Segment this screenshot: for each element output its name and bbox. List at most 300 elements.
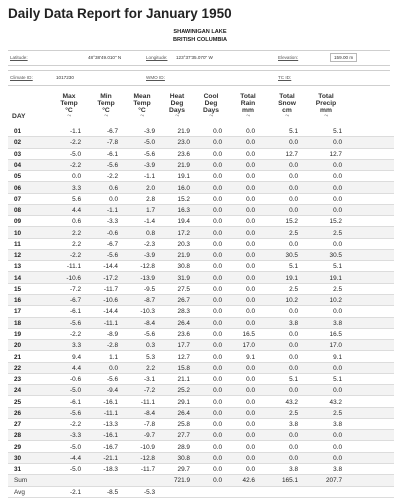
chart-link-icon[interactable]: ⤳ [140,114,144,120]
cell-precip: 0.0 [333,195,342,203]
cell-max: -2.2 [69,421,81,429]
column-header-cool-line: Deg [204,99,218,107]
cell-min: -7.8 [106,139,118,147]
row-day: 14 [14,274,22,282]
cell-heat: 23.6 [177,150,190,158]
cell-mean: -10.9 [140,443,155,451]
row-day: 15 [14,285,22,293]
cell-cool: 0.0 [213,207,222,215]
cell-max: 3.3 [72,184,81,192]
row-day: 30 [14,454,22,462]
column-header-precip [306,94,346,124]
cell-mean: -5.3 [143,488,155,496]
cell-cool: 0.0 [213,240,222,248]
cell-min: -6.7 [106,128,118,136]
table-row [8,318,394,329]
cell-rain: 0.0 [246,319,255,327]
cell-snow: 2.5 [289,285,298,293]
row-day: 31 [14,466,22,474]
cell-cool: 0.0 [213,297,222,305]
row-day: 09 [14,218,22,226]
cell-precip: 0.0 [333,240,342,248]
cell-max: 9.4 [72,353,81,361]
column-header-snow-line: Snow [278,99,296,107]
cell-snow: 0.0 [289,330,298,338]
cell-rain: 0.0 [246,398,255,406]
cell-cool: 0.0 [213,421,222,429]
cell-precip: 9.1 [333,353,342,361]
row-day: 13 [14,263,22,271]
cell-heat: 26.7 [177,297,190,305]
cell-heat: 25.2 [177,387,190,395]
cell-min: -18.3 [103,466,118,474]
cell-precip: 207.7 [326,477,342,485]
cell-snow: 0.0 [289,161,298,169]
cell-precip: 5.1 [333,128,342,136]
cell-heat: 21.9 [177,128,190,136]
cell-snow: 5.1 [289,376,298,384]
column-header-min-line: °C [102,106,110,114]
column-header-max-line: Temp [60,99,78,107]
table-row [8,261,394,272]
cell-min: -5.6 [106,252,118,260]
cell-rain: 0.0 [246,308,255,316]
cell-snow: 12.7 [285,150,298,158]
cell-max: -2.2 [69,161,81,169]
cell-mean: -8.4 [143,319,155,327]
column-header-mean [122,94,162,124]
row-day: 19 [14,330,22,338]
table-row [8,227,394,238]
row-day: 29 [14,443,22,451]
cell-heat: 16.0 [177,184,190,192]
chart-link-icon[interactable]: ⤳ [175,114,179,120]
row-day: 07 [14,195,22,203]
cell-snow: 0.0 [289,432,298,440]
cell-precip: 3.8 [333,319,342,327]
column-header-precip-line: mm [320,106,332,114]
cell-cool: 0.0 [213,128,222,136]
table-row [8,295,394,306]
cell-heat: 12.7 [177,353,190,361]
column-header-heat-line: Deg [170,99,184,107]
cell-precip: 30.5 [329,252,342,260]
cell-min: -13.3 [103,421,118,429]
cell-mean: 0.8 [146,229,155,237]
cell-precip: 43.2 [329,398,342,406]
column-header-heat-line: Days [169,106,185,114]
chart-link-icon[interactable]: ⤳ [285,114,289,120]
cell-cool: 0.0 [213,139,222,147]
cell-heat: 16.3 [177,207,190,215]
cell-precip: 2.5 [333,229,342,237]
cell-cool: 0.0 [213,477,222,485]
cell-cool: 0.0 [213,454,222,462]
chart-link-icon[interactable]: ⤳ [246,114,250,120]
cell-mean: 5.3 [146,353,155,361]
cell-min: -16.1 [103,432,118,440]
cell-min: -3.3 [106,218,118,226]
column-header-rain-line: Rain [240,99,256,107]
cell-max: 5.6 [72,195,81,203]
cell-snow: 0.0 [289,387,298,395]
cell-snow: 0.0 [289,353,298,361]
column-header-min-line: Temp [97,99,115,107]
table-row [8,464,394,475]
table-row [8,385,394,396]
cell-precip: 0.0 [333,443,342,451]
chart-link-icon[interactable]: ⤳ [104,114,108,120]
cell-snow: 0.0 [289,240,298,248]
cell-heat: 17.2 [177,229,190,237]
cell-min: -5.6 [106,376,118,384]
cell-cool: 0.0 [213,364,222,372]
cell-rain: 0.0 [246,432,255,440]
cell-precip: 10.2 [329,297,342,305]
column-header-snow-line: cm [282,106,292,114]
tc-id-label: TC ID: [278,75,292,80]
cell-cool: 0.0 [213,195,222,203]
cell-cool: 0.0 [213,150,222,158]
cell-precip: 0.0 [333,139,342,147]
sum-row [8,475,394,486]
table-row [8,149,394,160]
cell-rain: 9.1 [246,353,255,361]
cell-cool: 0.0 [213,466,222,474]
cell-cool: 0.0 [213,161,222,169]
cell-snow: 0.0 [289,184,298,192]
cell-min: -8.9 [106,330,118,338]
column-header-cool-line: Cool [203,93,219,100]
cell-max: -3.3 [69,432,81,440]
cell-snow: 0.0 [289,364,298,372]
cell-cool: 0.0 [213,342,222,350]
cell-heat: 28.9 [177,443,190,451]
cell-rain: 0.0 [246,443,255,451]
column-header-precip-line: Precip [315,99,337,107]
cell-max: -6.7 [69,297,81,305]
cell-rain: 0.0 [246,184,255,192]
avg-row [8,487,394,498]
cell-mean: 2.2 [146,364,155,372]
chart-link-icon[interactable]: ⤳ [67,114,71,120]
cell-precip: 19.1 [329,274,342,282]
cell-mean: -7.8 [143,421,155,429]
cell-min: -2.2 [106,173,118,181]
cell-max: -2.1 [69,488,81,496]
cell-rain: 0.0 [246,421,255,429]
cell-precip: 15.2 [329,218,342,226]
cell-cool: 0.0 [213,353,222,361]
cell-mean: -3.1 [143,376,155,384]
table-row [8,340,394,351]
table-row [8,430,394,441]
cell-min: -14.4 [103,308,118,316]
station-block [0,28,400,44]
station-name: SHAWINIGAN LAKE [173,29,227,35]
cell-cool: 0.0 [213,274,222,282]
cell-max: -0.6 [69,376,81,384]
cell-rain: 0.0 [246,409,255,417]
row-day: 27 [14,421,22,429]
cell-max: -7.2 [69,285,81,293]
cell-rain: 0.0 [246,161,255,169]
cell-mean: -3.9 [143,161,155,169]
row-day: 06 [14,184,22,192]
cell-mean: -12.8 [140,263,155,271]
cell-rain: 0.0 [246,173,255,181]
cell-heat: 17.7 [177,342,190,350]
cell-heat: 26.4 [177,409,190,417]
cell-rain: 0.0 [246,285,255,293]
cell-max: -4.4 [69,454,81,462]
column-header-cool [191,94,231,124]
cell-heat: 29.1 [177,398,190,406]
cell-mean: -12.8 [140,454,155,462]
cell-precip: 3.8 [333,421,342,429]
row-day: 18 [14,319,22,327]
cell-max: -5.0 [69,150,81,158]
cell-min: 0.0 [109,195,118,203]
cell-min: -1.1 [106,207,118,215]
cell-cool: 0.0 [213,409,222,417]
cell-snow: 10.2 [285,297,298,305]
cell-mean: -8.4 [143,409,155,417]
row-day: 16 [14,297,22,305]
cell-cool: 0.0 [213,330,222,338]
cell-cool: 0.0 [213,398,222,406]
table-row [8,216,394,227]
row-day: 05 [14,173,22,181]
cell-snow: 15.2 [285,218,298,226]
column-header-rain-line: mm [242,106,254,114]
cell-heat: 21.1 [177,376,190,384]
cell-mean: -5.6 [143,150,155,158]
cell-mean: -1.4 [143,218,155,226]
cell-precip: 0.0 [333,207,342,215]
row-day: 11 [14,240,21,248]
climate-id-value: 1017230 [56,75,74,80]
cell-rain: 0.0 [246,240,255,248]
cell-cool: 0.0 [213,173,222,181]
cell-heat: 20.3 [177,240,190,248]
cell-snow: 30.5 [285,252,298,260]
table-row [8,441,394,452]
cell-rain: 0.0 [246,252,255,260]
cell-precip: 12.7 [329,150,342,158]
cell-heat: 23.6 [177,330,190,338]
cell-min: 0.0 [109,364,118,372]
cell-rain: 0.0 [246,454,255,462]
cell-precip: 2.5 [333,285,342,293]
cell-heat: 23.0 [177,139,190,147]
cell-max: -5.0 [69,466,81,474]
chart-link-icon[interactable]: ⤳ [324,114,328,120]
cell-heat: 21.9 [177,161,190,169]
cell-rain: 17.0 [242,342,255,350]
row-day: 12 [14,252,22,260]
cell-precip: 0.0 [333,308,342,316]
column-header-rain [228,94,268,124]
report-title: Daily Data Report for January 1950 [8,6,232,21]
cell-min: -10.6 [103,297,118,305]
cell-min: -11.1 [103,409,118,417]
cell-cool: 0.0 [213,376,222,384]
cell-mean: -9.5 [143,285,155,293]
cell-rain: 16.5 [242,330,255,338]
row-day: 20 [14,342,22,350]
cell-mean: 2.0 [146,184,155,192]
cell-precip: 5.1 [333,263,342,271]
longitude-label: Longitude: [146,55,168,60]
cell-rain: 0.0 [246,139,255,147]
column-header-max-line: °C [65,106,73,114]
cell-mean: -8.7 [143,297,155,305]
cell-cool: 0.0 [213,387,222,395]
cell-mean: -5.0 [143,139,155,147]
cell-rain: 0.0 [246,364,255,372]
cell-cool: 0.0 [213,184,222,192]
row-day: Avg [14,488,25,496]
cell-heat: 19.1 [177,173,190,181]
table-row [8,250,394,261]
cell-cool: 0.0 [213,229,222,237]
column-header-max-line: Max [62,93,76,100]
cell-precip: 0.0 [333,161,342,169]
row-day: 04 [14,161,22,169]
column-header-cool-line: Days [203,106,219,114]
cell-max: -11.1 [66,263,81,271]
station-province: BRITISH COLUMBIA [172,37,228,43]
cell-max: 4.4 [72,207,81,215]
cell-precip: 0.0 [333,184,342,192]
cell-snow: 0.0 [289,207,298,215]
cell-heat: 29.7 [177,466,190,474]
cell-snow: 3.8 [289,421,298,429]
cell-rain: 0.0 [246,263,255,271]
cell-cool: 0.0 [213,319,222,327]
cell-precip: 0.0 [333,364,342,372]
latitude-value: 48°38'49.010" N [88,55,122,60]
cell-max: 0.0 [72,173,81,181]
cell-cool: 0.0 [213,263,222,271]
cell-snow: 0.0 [289,139,298,147]
cell-heat: 15.8 [177,364,190,372]
cell-mean: -3.9 [143,128,155,136]
cell-min: -5.6 [106,161,118,169]
latitude-label: Latitude: [10,55,28,60]
table-row [8,160,394,171]
cell-cool: 0.0 [213,432,222,440]
cell-mean: -1.1 [143,173,155,181]
cell-mean: -7.2 [143,387,155,395]
longitude-value: 123°37'35.070" W [176,55,213,60]
cell-heat: 25.8 [177,421,190,429]
cell-snow: 0.0 [289,342,298,350]
row-day: 02 [14,139,22,147]
cell-cool: 0.0 [213,285,222,293]
cell-snow: 2.5 [289,409,298,417]
cell-min: -2.8 [106,342,118,350]
cell-heat: 30.8 [177,263,190,271]
row-day: 01 [14,128,22,136]
row-day: 26 [14,409,22,417]
wmo-id-label: WMO ID: [146,75,165,80]
table-row [8,284,394,295]
table-row [8,351,394,362]
row-day: 17 [14,308,22,316]
cell-cool: 0.0 [213,443,222,451]
cell-mean: -10.3 [140,308,155,316]
table-header [0,94,400,124]
cell-max: 2.2 [72,240,81,248]
cell-precip: 0.0 [333,432,342,440]
column-header-snow-line: Total [279,93,295,100]
cell-cool: 0.0 [213,252,222,260]
column-header-heat-line: Heat [169,93,185,100]
elevation-value: 159.00 m [330,53,357,62]
cell-rain: 0.0 [246,387,255,395]
cell-max: -5.0 [69,443,81,451]
cell-min: -8.5 [106,488,118,496]
cell-heat: 19.4 [177,218,190,226]
cell-rain: 0.0 [246,274,255,282]
cell-precip: 17.0 [329,342,342,350]
column-header-max [49,94,89,124]
data-table-body [8,126,394,498]
cell-max: -6.1 [69,398,81,406]
cell-mean: 1.7 [146,207,155,215]
row-day: 08 [14,207,22,215]
cell-heat: 21.9 [177,252,190,260]
row-day: 22 [14,364,22,372]
row-day: 23 [14,376,22,384]
table-row [8,396,394,407]
cell-snow: 19.1 [285,274,298,282]
cell-heat: 31.9 [177,274,190,282]
cell-mean: -5.6 [143,330,155,338]
cell-max: -1.1 [69,128,81,136]
table-row [8,363,394,374]
cell-max: -5.6 [69,319,81,327]
cell-max: -10.6 [66,274,81,282]
cell-max: -6.1 [69,308,81,316]
day-column-header: DAY [12,113,26,120]
row-day: 24 [14,387,22,395]
cell-mean: -2.3 [143,240,155,248]
cell-snow: 0.0 [289,308,298,316]
cell-min: -11.7 [103,285,118,293]
cell-max: -2.2 [69,330,81,338]
cell-min: -11.1 [103,319,118,327]
cell-min: -16.7 [103,443,118,451]
cell-rain: 0.0 [246,466,255,474]
elevation-label: Elevation: [278,55,299,60]
cell-min: -6.7 [106,240,118,248]
cell-max: 2.2 [72,229,81,237]
chart-link-icon[interactable]: ⤳ [209,114,213,120]
cell-min: -9.4 [106,387,118,395]
cell-cool: 0.0 [213,308,222,316]
cell-rain: 0.0 [246,150,255,158]
cell-min: 0.6 [109,184,118,192]
cell-cool: 0.0 [213,218,222,226]
table-row [8,194,394,205]
id-info-row [8,70,390,86]
cell-heat: 30.8 [177,454,190,462]
column-header-min [86,94,126,124]
cell-snow: 0.0 [289,443,298,451]
